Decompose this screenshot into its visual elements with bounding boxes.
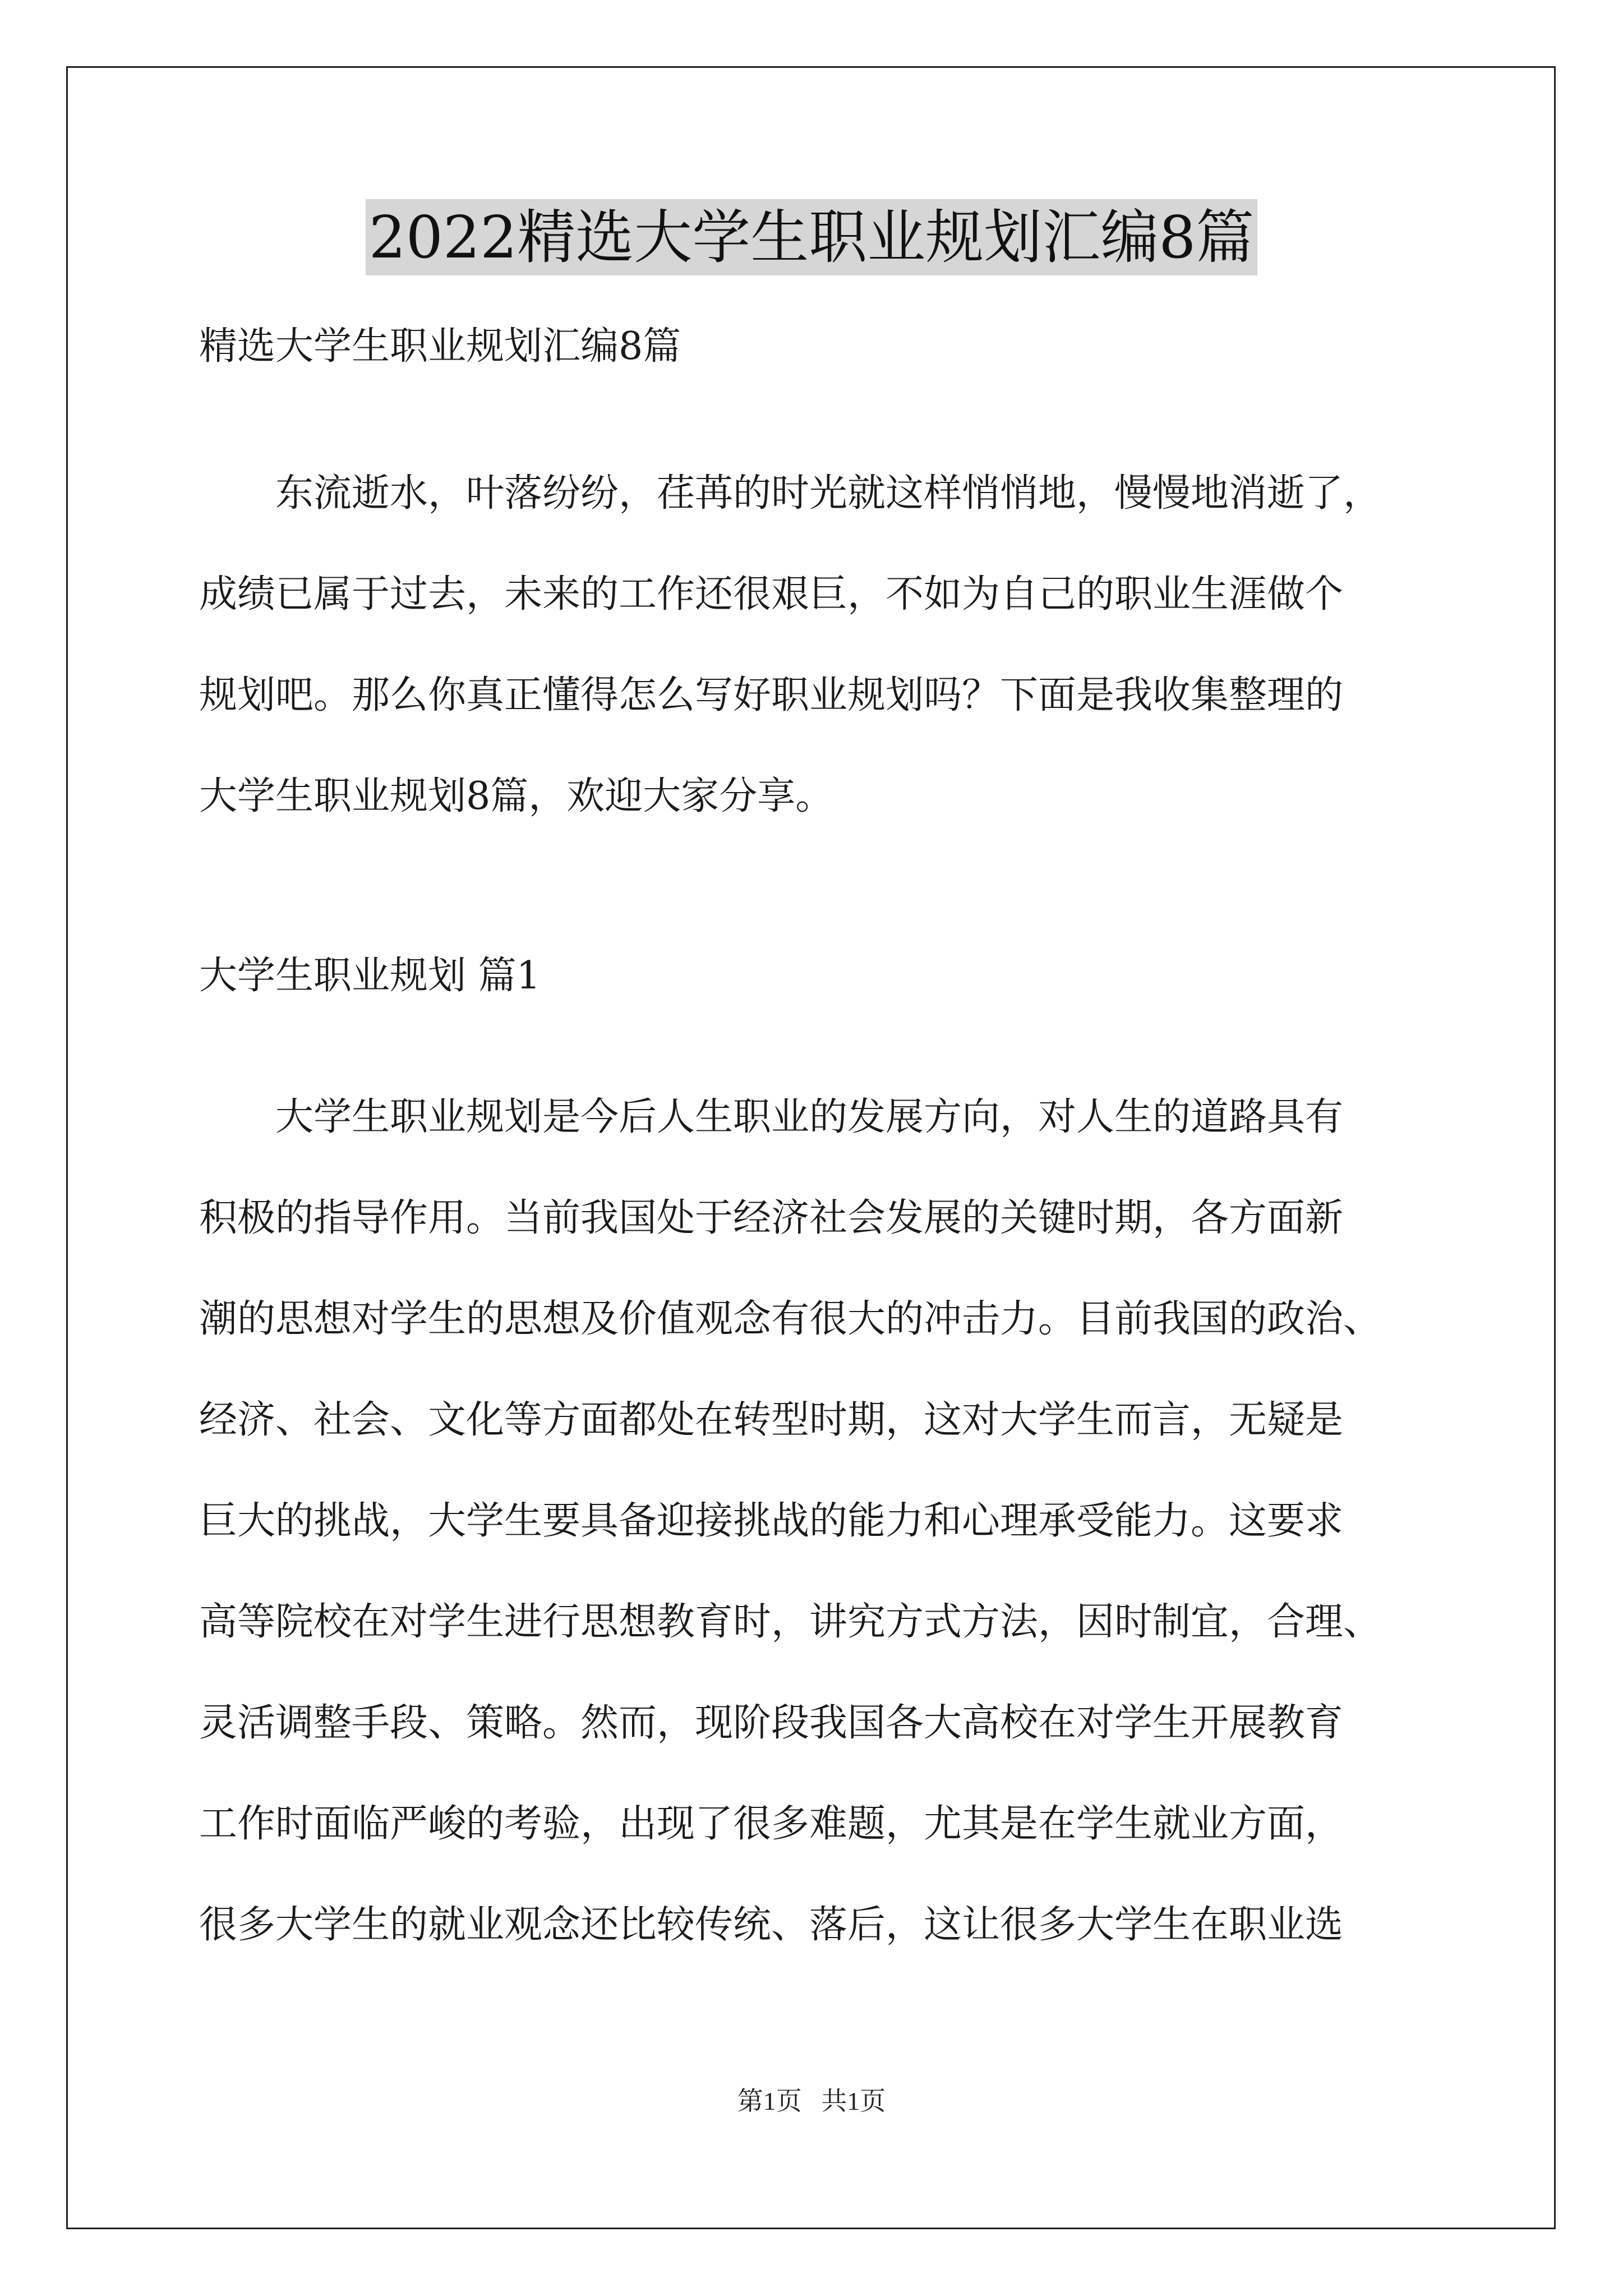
section1-line: 很多大学生的就业观念还比较传统、落后，这让很多大学生在职业选: [199, 1903, 1344, 1947]
section1-line: 大学生职业规划是今后人生职业的发展方向，对人生的道路具有: [275, 1095, 1344, 1139]
page-footer: 第1页 共1页: [737, 2087, 886, 2115]
section1-line: 积极的指导作用。当前我国处于经济社会发展的关键时期，各方面新: [199, 1196, 1344, 1240]
section1-line: 灵活调整手段、策略。然而，现阶段我国各大高校在对学生开展教育: [199, 1701, 1344, 1745]
section1-heading-block: [199, 948, 1461, 1004]
section1-line: 高等院校在对学生进行思想教育时，讲究方式方法，因时制宜，合理、: [199, 1600, 1382, 1644]
intro-paragraph: [199, 443, 1461, 847]
section1-line: 潮的思想对学生的思想及价值观念有很大的冲击力。目前我国的政治、: [199, 1297, 1382, 1341]
intro-line: 大学生职业规划8篇，欢迎大家分享。: [199, 774, 834, 818]
section1-line: 巨大的挑战，大学生要具备迎接挑战的能力和心理承受能力。这要求: [199, 1499, 1344, 1543]
intro-line: 成绩已属于过去，未来的工作还很艰巨，不如为自己的职业生涯做个: [199, 572, 1344, 616]
section1-line: 经济、社会、文化等方面都处在转型时期，这对大学生而言，无疑是: [199, 1398, 1344, 1442]
intro-line: 东流逝水，叶落纷纷，荏苒的时光就这样悄悄地，慢慢地消逝了，: [275, 471, 1382, 516]
document-subtitle: 精选大学生职业规划汇编8篇: [199, 324, 681, 369]
section1-paragraph: [199, 1067, 1461, 1976]
document-title: 2022精选大学生职业规划汇编8篇: [366, 199, 1258, 275]
section1-heading: 大学生职业规划 篇1: [199, 954, 541, 998]
section1-line: 工作时面临严峻的考验，出现了很多难题，尤其是在学生就业方面，: [199, 1802, 1344, 1846]
subtitle-block: [199, 319, 1461, 375]
title-container: [0, 199, 1623, 275]
intro-line: 规划吧。那么你真正懂得怎么写好职业规划吗？下面是我收集整理的: [199, 673, 1344, 717]
